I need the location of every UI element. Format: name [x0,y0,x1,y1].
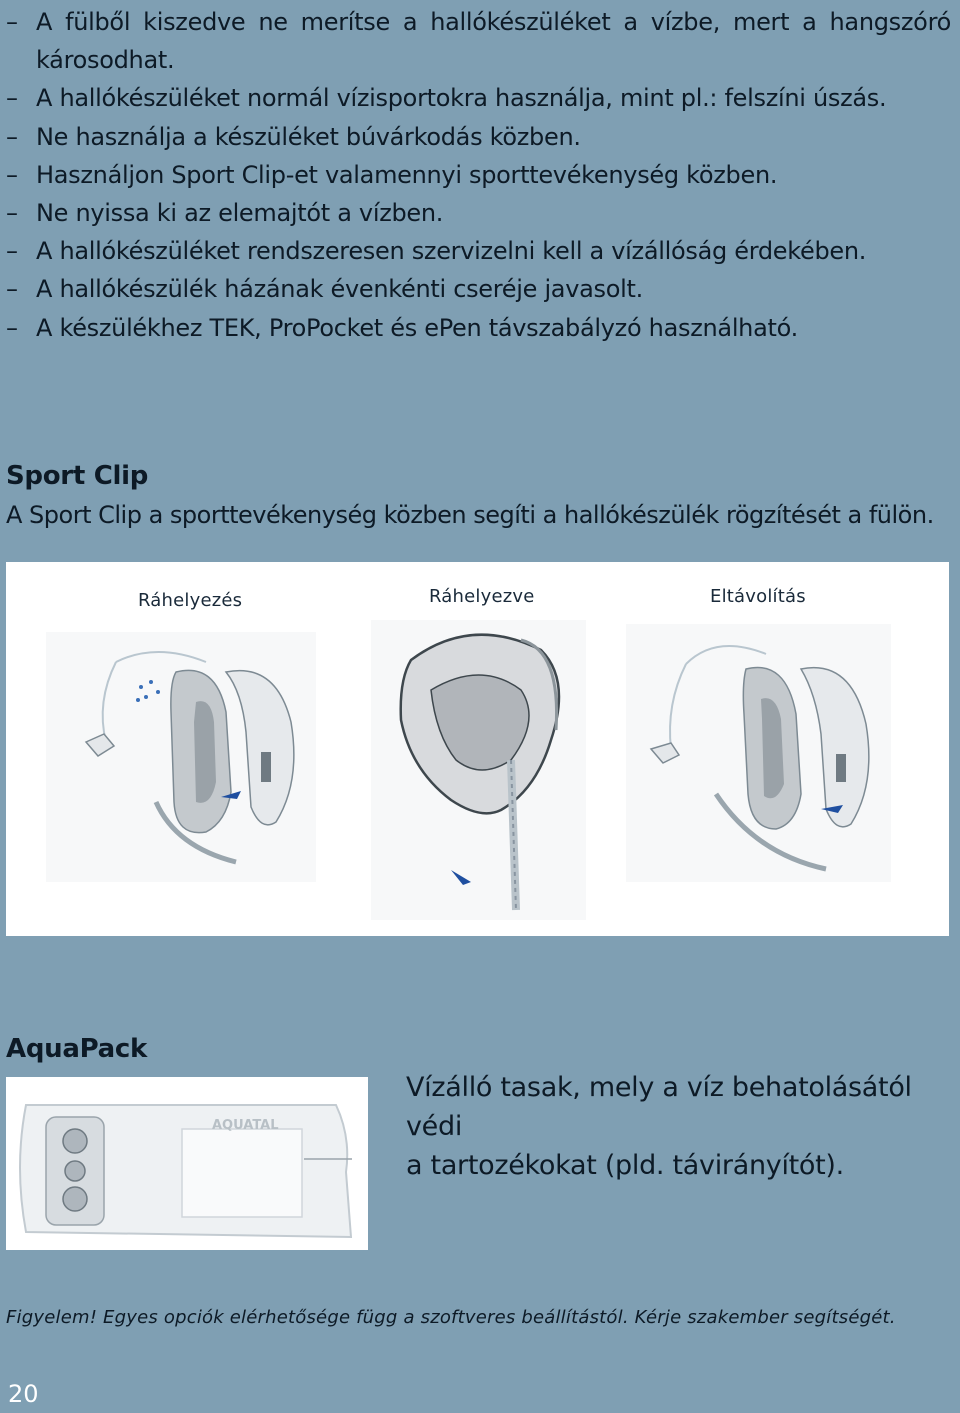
dash-marker: – [6,275,18,304]
list-item [6,79,951,117]
list-item [6,118,951,156]
waterproof-pouch-illustration [6,1077,368,1250]
list-item [6,232,951,270]
ear-with-hearing-aid-illustration [371,620,586,920]
list-item-text: A hallókészülék házának évenkénti cseréje javasolt. [36,275,643,304]
caption-attached: Ráhelyezve [429,586,535,607]
list-item-text: A hallókészüléket normál vízisportokra használja, mint pl.: felszíni úszás. [36,84,887,113]
list-item-text: A hallókészüléket rendszeresen szervizelni kell a vízállóság érdekében. [36,237,867,266]
dash-marker: – [6,84,18,113]
list-item-text: Ne használja a készüléket búvárkodás közben. [36,122,581,151]
sport-clip-figure-panel [6,562,949,936]
hearing-aid-attach-illustration [46,632,316,882]
aquapack-image [6,1077,368,1250]
list-item [6,309,951,347]
dash-marker: – [6,122,18,151]
dash-marker: – [6,237,18,266]
list-item [6,270,951,308]
aquapack-line-1: Vízálló tasak, mely a víz behatolásától védi [406,1072,912,1142]
dash-marker: – [6,199,18,228]
page-number: 20 [8,1380,39,1408]
list-item [6,156,951,194]
dash-marker: – [6,160,18,189]
aquapack-line-2: a tartozékokat (pld. távirányítót). [406,1150,844,1181]
list-item-text: A készülékhez TEK, ProPocket és ePen távszabályzó használható. [36,313,798,342]
list-item [6,3,951,79]
precautions-list [6,3,951,347]
hearing-aid-removal-illustration [626,624,891,882]
dash-marker: – [6,8,18,36]
aquapack-heading: AquaPack [6,1034,147,1064]
attention-note: Figyelem! Egyes opciók elérhetősége függ a szoftveres beállítástól. Kérje szakember segítségét. [6,1307,896,1328]
dash-marker: – [6,313,18,342]
list-item-text: Ne nyissa ki az elemajtót a vízben. [36,199,444,228]
list-item-text: A fülből kiszedve ne merítse a hallókészüléket a vízbe, mert a hangszóró károsodhat. [36,8,951,75]
aquapack-description [406,1068,960,1185]
list-item-text: Használjon Sport Clip-et valamennyi sporttevékenység közben. [36,160,778,189]
sport-clip-description: A Sport Clip a sporttevékenység közben segíti a hallókészülék rögzítését a fülön. [6,501,934,529]
sport-clip-heading: Sport Clip [6,461,149,491]
caption-attaching: Ráhelyezés [138,590,243,611]
list-item [6,194,951,232]
pouch-logo-text: AQUATAL [212,1118,279,1133]
caption-removing: Eltávolítás [710,586,806,607]
